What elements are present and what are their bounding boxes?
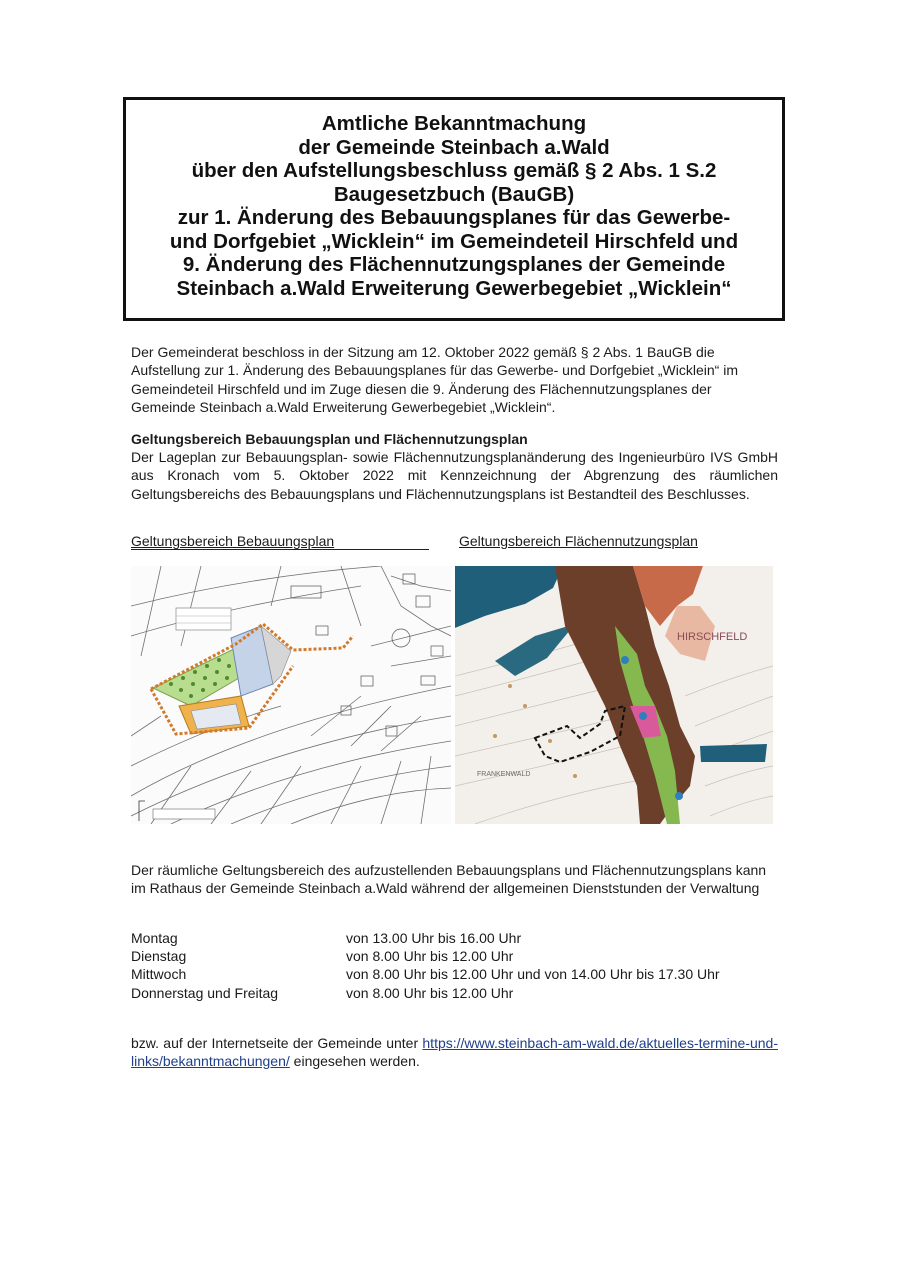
title-line: und Dorfgebiet „Wicklein“ im Gemeindeteil Hirschfeld und [169, 229, 739, 253]
hours-row [131, 929, 720, 947]
hours-day: Mittwoch [131, 966, 187, 983]
place-label-hirschfeld: HIRSCHFELD [677, 631, 748, 643]
final-paragraph [131, 1034, 778, 1071]
title-line: der Gemeinde Steinbach a.Wald [298, 135, 610, 159]
hours-row [131, 947, 720, 965]
title-line: Steinbach a.Wald Erweiterung Gewerbegebiet „Wicklein“ [176, 276, 732, 300]
map-label-flaechennutzungsplan: Geltungsbereich Flächennutzungsplan [459, 533, 698, 549]
title-line: Baugesetzbuch (BauGB) [333, 182, 575, 206]
final-prefix: bzw. auf der Internetseite der Gemeinde unter [131, 1035, 423, 1051]
inspection-paragraph: Der räumliche Geltungsbereich des aufzustellenden Bebauungsplans und Flächennutzungsplans kann im Rathaus der Gemeinde Steinbach a.Wald während der allgemeinen Dienststunden der Verwaltung [131, 862, 767, 897]
title-line: Amtliche Bekanntmachung [321, 112, 587, 135]
map-label-bebauungsplan: Geltungsbereich Bebauungsplan [131, 533, 335, 549]
scope-heading: Geltungsbereich Bebauungsplan und Flächennutzungsplan [131, 431, 528, 447]
hours-time: von 8.00 Uhr bis 12.00 Uhr [346, 984, 514, 1001]
hours-time: von 8.00 Uhr bis 12.00 Uhr und von 14.00 Uhr bis 17.30 Uhr [346, 966, 720, 983]
hours-day: Montag [131, 930, 178, 946]
intro-paragraph: Der Gemeinderat beschloss in der Sitzung am 12. Oktober 2022 gemäß § 2 Abs. 1 BauGB die Aufstellung zur 1. Änderung des Bebauungsplanes für das Gewerbe- und Dorfgebiet „Wicklein“ im Gemeindeteil Hirschfeld und im Zuge diesen die 9. Änderung des Flächennutzungsplanes der Gemeinde Steinbach a.Wald Erweiterung Gewerbegebiet „Wicklein“. [131, 344, 738, 415]
place-label-frankenwald: FRANKENWALD [477, 771, 531, 778]
title-line: 9. Änderung des Flächennutzungsplanes der Gemeinde [182, 253, 726, 276]
scope-paragraph: Der Lageplan zur Bebauungsplan- sowie Flächennutzungsplanänderung des Ingenieurbüro IVS GmbH aus Kronach vom 5. Oktober 2022 mit Kennzeichnung der Abgrenzung des räumlichen Geltungsbereichs des Bebauungsplans und Flächennutzungsplans ist Bestandteil des Beschlusses. [131, 449, 778, 502]
map-label-rule [131, 549, 429, 550]
office-hours [131, 929, 720, 1002]
title-line: über den Aufstellungsbeschluss gemäß § 2 Abs. 1 S.2 [191, 159, 717, 182]
bekanntmachungen-link[interactable]: https://www.steinbach-am-wald.de/aktuelles-termine-und-links/bekanntmachungen/ [131, 1035, 778, 1070]
hours-row [131, 965, 720, 983]
hours-day: Dienstag [131, 948, 187, 965]
hours-time: von 8.00 Uhr bis 12.00 Uhr [346, 948, 514, 965]
hours-day: Donnerstag und Freitag [131, 984, 279, 1001]
bebauungsplan-map [131, 566, 451, 824]
hours-row [131, 984, 720, 1002]
final-suffix: eingesehen werden. [289, 1053, 420, 1070]
title-line: zur 1. Änderung des Bebauungsplanes für das Gewerbe- [177, 206, 731, 229]
flaechennutzungsplan-map [455, 566, 773, 824]
hours-time: von 13.00 Uhr bis 16.00 Uhr [346, 930, 522, 946]
title-box [123, 97, 785, 321]
